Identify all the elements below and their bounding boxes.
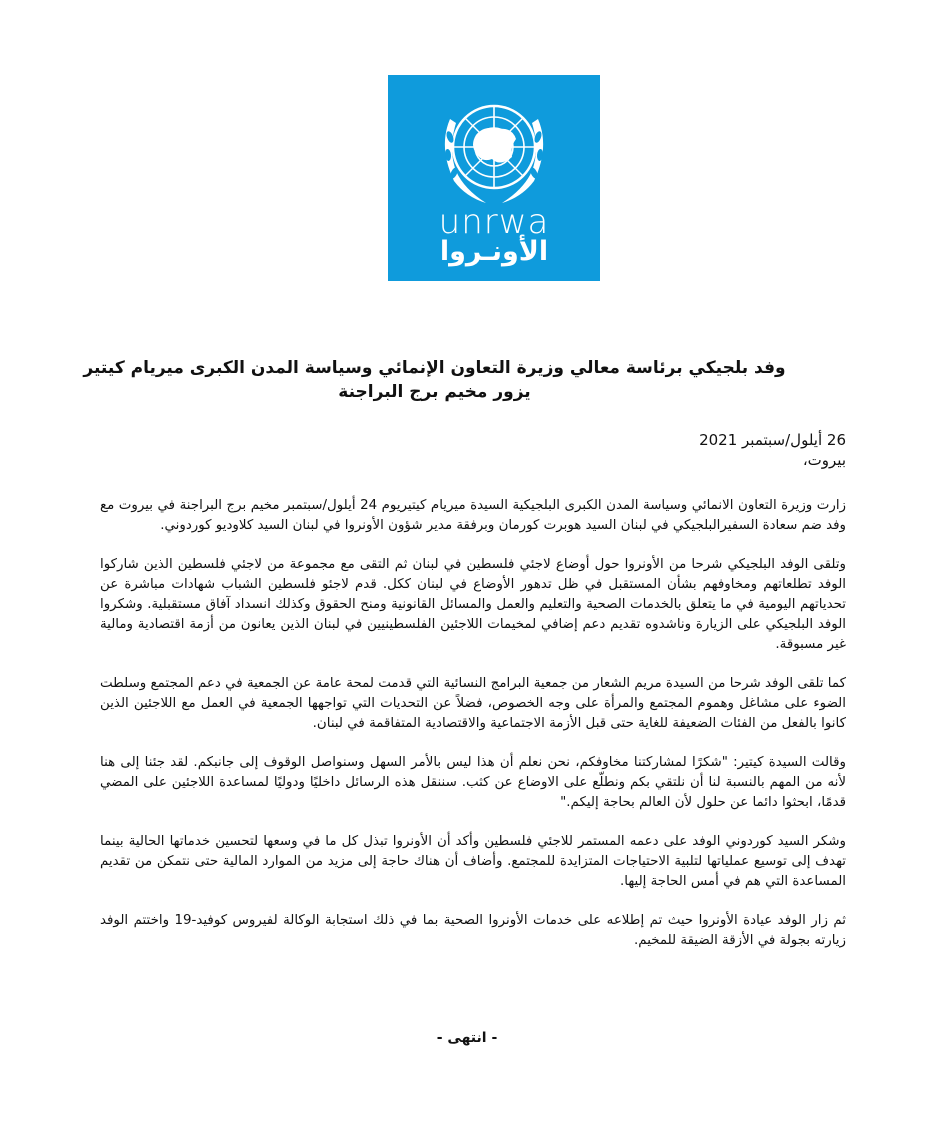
title-line-1: وفد بلجيكي برئاسة معالي وزيرة التعاون الإنمائي وسياسة المدن الكبرى ميريام كيتير <box>83 358 786 378</box>
title-line-2: يزور مخيم برج البراجنة <box>338 382 531 402</box>
logo-wordmark-en: unrwa <box>438 202 550 242</box>
paragraph: وتلقى الوفد البلجيكي شرحا من الأونروا حول أوضاع لاجئي فلسطين في لبنان ثم التقى مع مجموعة من لاجئي فلسطين الذين شاركوا الوفد تطلعاتهم ومخاوفهم بشأن المستقبل في ظل تدهور الأوضاع في لبنان ككل. قدم لاجئو فلسطين الشباب شهادات مباشرة عن تحدياتهم اليومية في ما يتعلق بالخدمات الصحية والتعليم والعمل والمسائل القانونية ومنح الحقوق وكذلك انسداد آفاق مستقبلية. وشكروا الوفد البلجيكي على الزيارة وناشدوه تقديم دعم إضافي لمخيمات اللاجئين الفلسطينيين في لبنان الذين يعانون من أزمة اقتصادية ومالية غير مسبوقة. <box>100 557 846 652</box>
logo-wordmark-ar: الأونـروا <box>439 236 549 267</box>
end-mark: - انتهى - <box>436 1030 498 1046</box>
paragraph: زارت وزيرة التعاون الانمائي وسياسة المدن الكبرى البلجيكية السيدة ميريام كيتيريوم 24 أيلول/سبتمبر مخيم برج البراجنة في بيروت مع وفد ضم سعادة السفيرالبلجيكي في لبنان السيد هوبرت كورمان وبرفقة مدير شؤون الأونروا في لبنان السيد كلاوديو كوردوني. <box>100 498 847 533</box>
un-emblem-icon <box>426 97 562 207</box>
press-release-title <box>60 356 809 404</box>
paragraph: كما تلقى الوفد شرحا من السيدة مريم الشعار من جمعية البرامج النسائية التي قدمت لمحة عامة عن الجمعية في دعم المجتمع وسلطت الضوء على مشاغل وهموم المجتمع والمرأة على وجه الخصوص، فضلاً عن التحديات التي تواجهها الجمعية في العمل مع اللاجئين الذين كانوا بالفعل من الفئات الضعيفة للغاية حتى قبل الأزمة الاجتماعية والاقتصادية المتفاقمة في لبنان. <box>100 676 846 731</box>
paragraph: وشكر السيد كوردوني الوفد على دعمه المستمر للاجئي فلسطين وأكد أن الأونروا تبذل كل ما في وسعها لتحسين خدماتها الحالية بينما تهدف إلى توسيع عملياتها لتلبية الاحتياجات المتزايدة للمجتمع. وأضاف أن هناك حاجة إلى مزيد من الموارد المالية حتى نتمكن من تقديم المساعدة التي هم في أمس الحاجة إليها. <box>100 834 846 889</box>
paragraph: وقالت السيدة كيتير: "شكرًا لمشاركتنا مخاوفكم، نحن نعلم أن هذا ليس بالأمر السهل وسنواصل الوقوف إلى جانبكم. لقد جئنا إلى هنا لأنه من المهم بالنسبة لنا أن نلتقي بكم ونطلّع على الاوضاع عن كثب. سننقل هذه الرسائل داخليًا ودوليًا لمساعدة اللاجئين على المضي قدمًا، ابحثوا دائما عن حلول لأن العالم بحاجة إليكم." <box>100 755 846 810</box>
unrwa-logo <box>388 75 600 281</box>
date: 26 أيلول/سبتمبر 2021 <box>699 431 846 449</box>
place: بيروت، <box>802 451 846 469</box>
paragraph: ثم زار الوفد عيادة الأونروا حيث تم إطلاعه على خدمات الأونروا الصحية بما في ذلك استجابة الوكالة لفيروس كوفيد-19 واختتم الوفد زيارته بجولة في الأزقة الضيقة للمخيم. <box>100 913 846 948</box>
article-body <box>100 496 846 970</box>
dateline <box>446 430 846 470</box>
